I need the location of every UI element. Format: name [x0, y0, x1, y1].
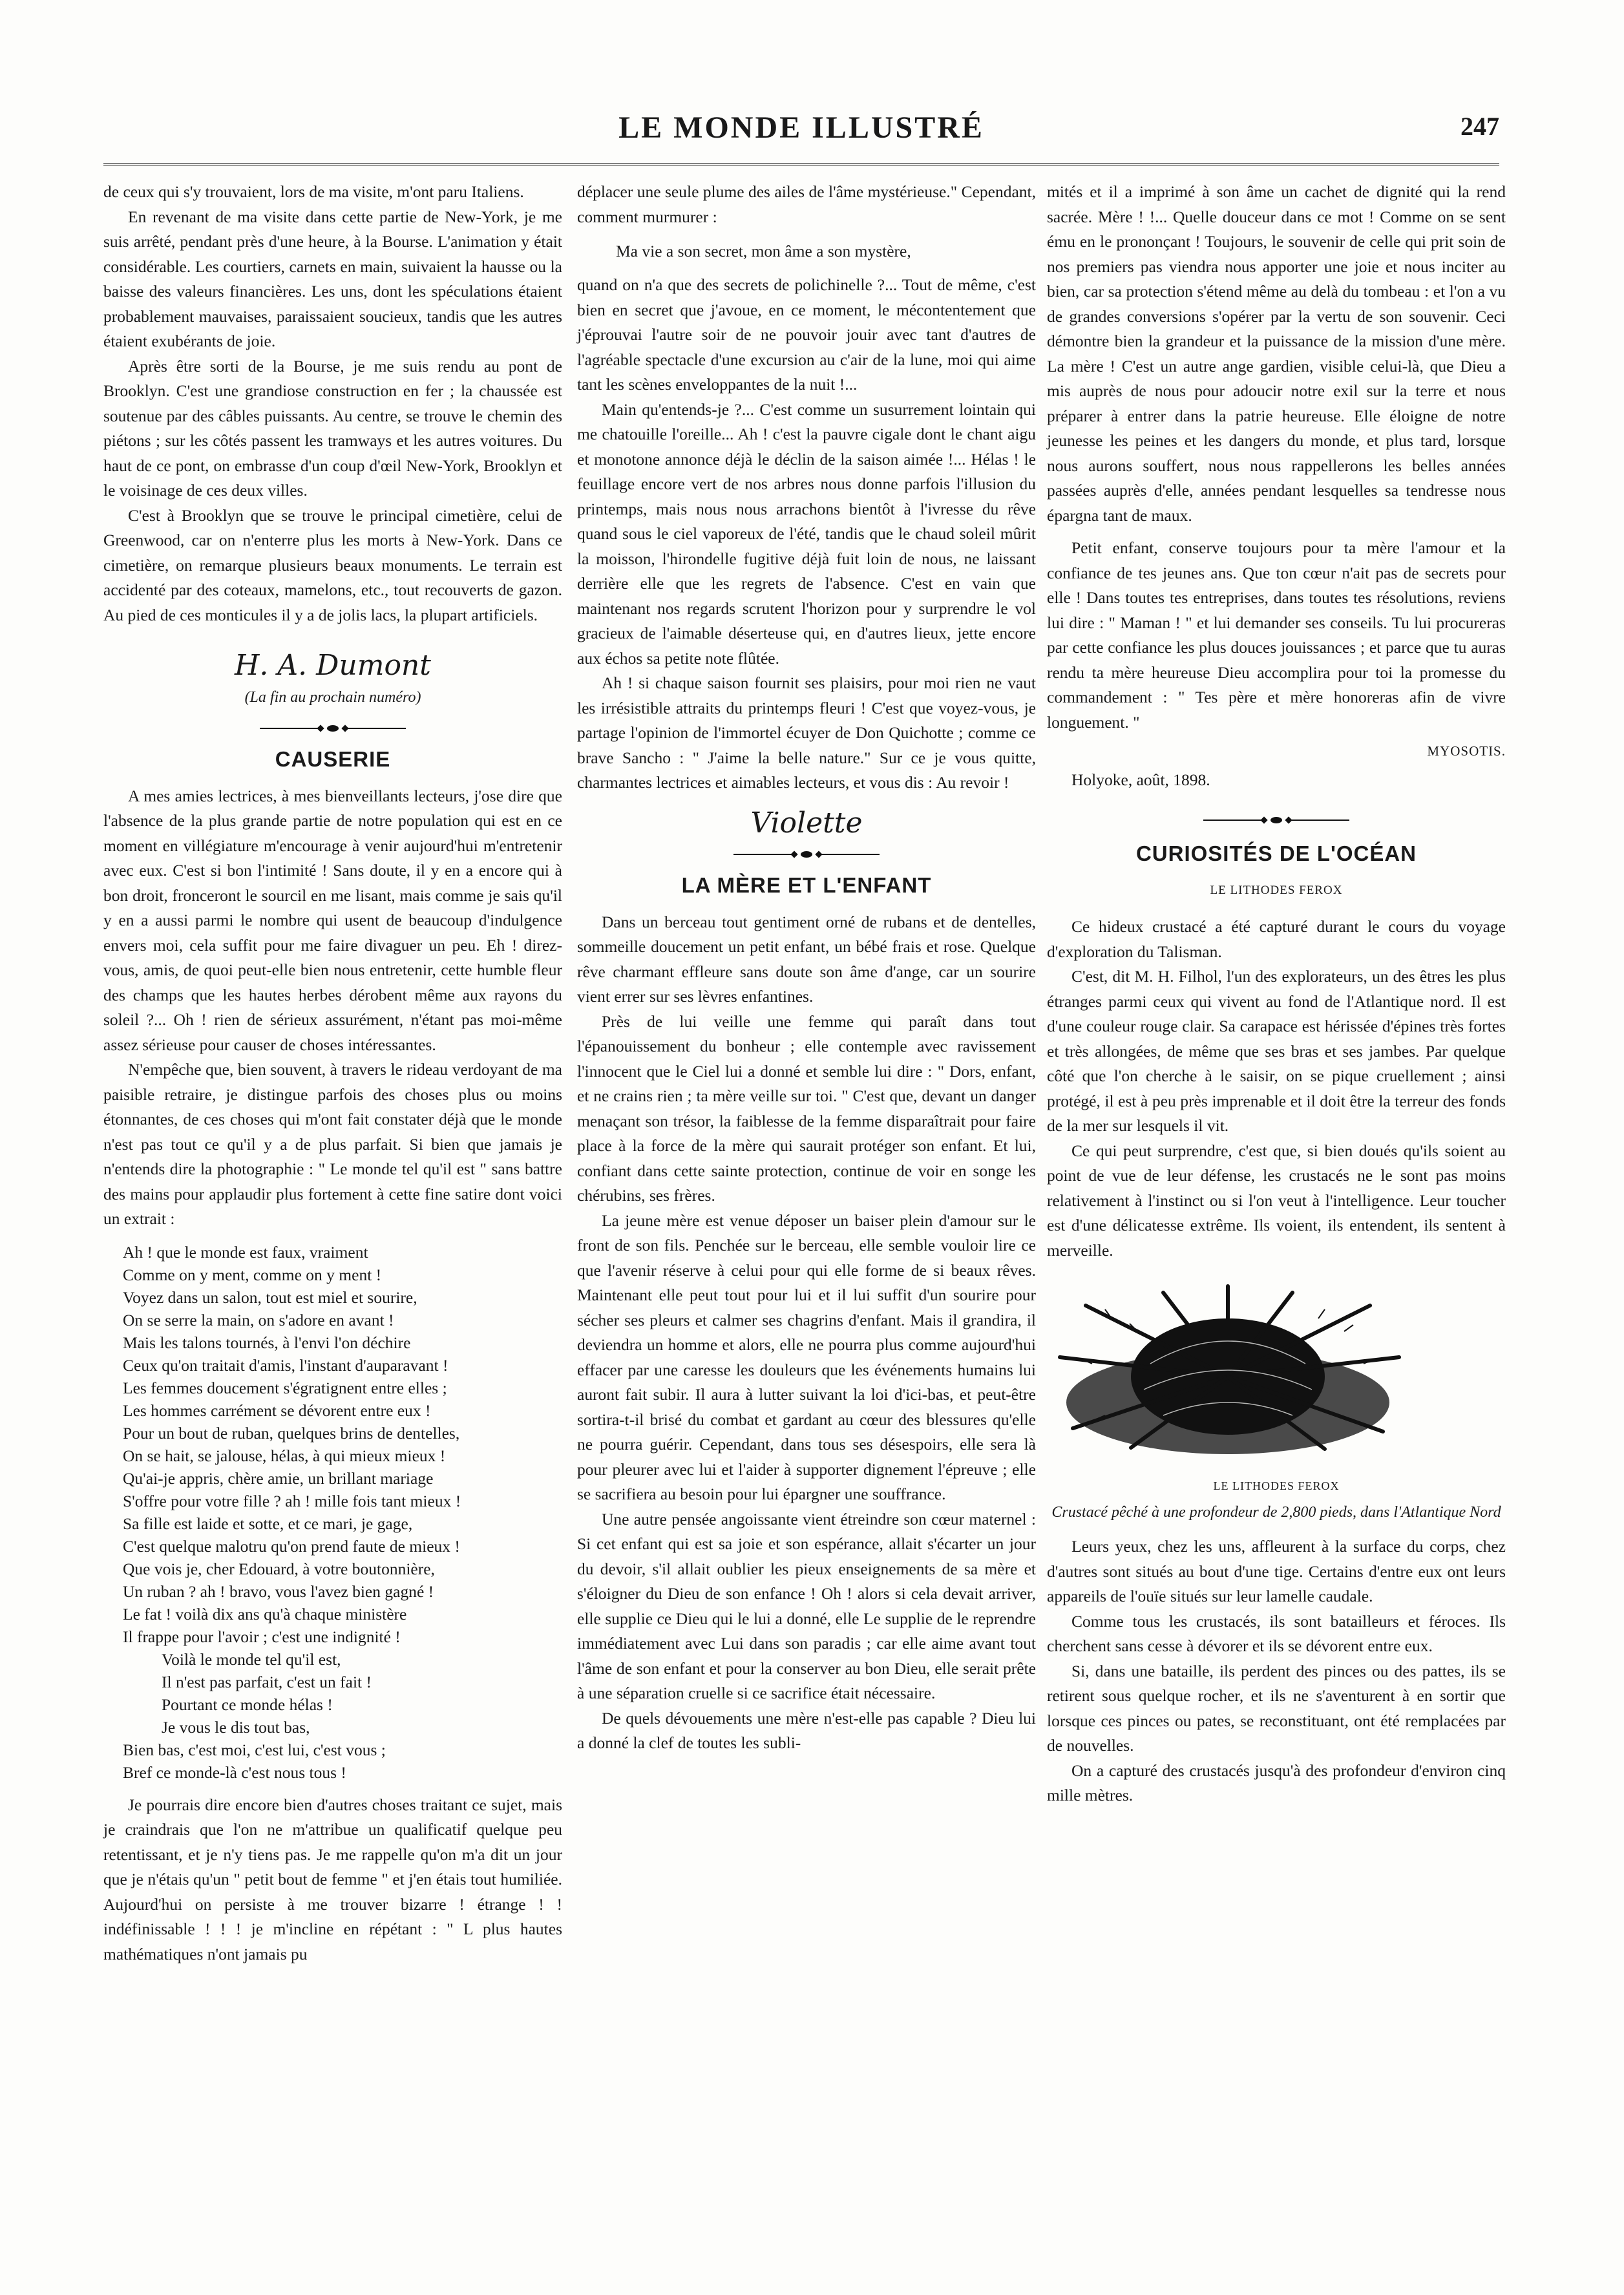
- poem-line: Les hommes carrément se dévorent entre eux !: [123, 1401, 431, 1420]
- poem-line: Je vous le dis tout bas,: [162, 1717, 310, 1737]
- paragraph: A mes amies lectrices, à mes bienveillants lecteurs, j'ose dire que l'absence de la plus grande partie de notre population qui est en ce moment en villégiature m'encourage à venir aujourd'hui m'entretenir avec eux. C'est si bon l'intimité ! Sans doute, il y en a encore qui à bon droit, fronceront le sourcil en me lisant, mais comme je sais qu'il y en a aussi parmi le nombre qui usent de beaucoup d'indulgence envers moi, cela suffit pour me faire divaguer un peu. Eh ! direz-vous, amis, de quoi peut-elle bien nous entretenir, cette humble fleur des champs que les hautes herbes dérobent même aux rayons du soleil ?... Oh ! rien de sérieux assurément, n'étant pas moi-même assez sérieuse pour causer de choses intéressantes.: [103, 786, 562, 1054]
- figure-label: LE LITHODES FEROX: [1213, 1479, 1340, 1492]
- masthead: [103, 110, 1499, 158]
- paragraph: On a capturé des crustacés jusqu'à des profondeur d'environ cinq mille mètres.: [1047, 1761, 1506, 1804]
- paragraph: mités et il a imprimé à son âme un cachet de dignité qui la rend sacrée. Mère ! !... Quelle douceur dans ce mot ! Comme on se sent ému en le prononçant ! Toujours, le souvenir de celle qui prit soin de nos premiers pas viendra nous apporter une joie et nous inciter au bien, car sa protection s'étend même au delà du tombeau : et l'on a vu de grandes conversions s'opérer par la vertu de son souvenir. Ceci démontre bien la grandeur et la puissance de la mission d'une mère. La mère ! C'est un autre ange gardien, visible celui-là, que Dieu a mis auprès de nous pour adoucir notre exil sur la terre et nous préparer à entrer dans la patrie heureuse. Elle éloigne de notre jeunesse les peines et les dangers du monde, et plus tard, lorsque nous aurons souffert, nous nous rappellerons les belles années passées auprès d'elle, années pendant lesquelles sa tendresse nous épargna tant de maux.: [1047, 182, 1506, 525]
- newspaper-title: LE MONDE ILLUSTRÉ: [618, 111, 984, 145]
- poem-line: Les femmes doucement s'égratignent entre elles ;: [123, 1378, 447, 1397]
- causerie-heading: CAUSERIE: [275, 747, 391, 771]
- paragraph: Près de lui veille une femme qui paraît dans tout l'épanouissement du bonheur ; elle contemple avec ravissement l'innocent que le Ciel lui a donné et semble lui dire : " Dors, enfant, et ne crains rien ; ta mère veille sur toi. " C'est que, devant un danger menaçant son trésor, la faiblesse de la femme disparaîtrait pour faire place à la force de la mère qui saurait protéger son enfant. Et lui, confiant dans cette sainte protection, continue de voir en songe les chérubins, ses frères.: [577, 1011, 1036, 1205]
- poem-line: Qu'ai-je appris, chère amie, un brillant mariage: [123, 1468, 434, 1488]
- poem-line: Sa fille est laide et sotte, et ce mari, je gage,: [123, 1514, 413, 1533]
- signature: H. A. Dumont: [235, 649, 431, 682]
- paragraph: Je pourrais dire encore bien d'autres choses traitant ce sujet, mais je craindrais que l'on ne m'attribue un qualificatif quelque peu retentissant, et je n'y tiens pas. Je me rappelle qu'on m'a dit un jour que je n'étais qu'un " petit bout de femme " et j'en étais tout humiliée. Aujourd'hui on persiste à me trouver bizarre ! étrange ! ! indéfinissable ! ! ! je m'incline en répétant : " L plus hautes mathématiques n'ont jamais pu: [103, 1795, 562, 1963]
- paragraph: Si, dans une bataille, ils perdent des pinces ou des pattes, ils se retirent sous quelque rocher, et ils ne s'aventurent à en sortir que lorsque ces pinces ou pates, se reconstituant, ont été remplacées par de nouvelles.: [1047, 1661, 1506, 1755]
- poem-line: On se serre la main, on s'adore en avant !: [123, 1310, 394, 1329]
- paragraph: quand on n'a que des secrets de polichinelle ?... Tout de même, c'est bien en secret que j'avoue, en ce moment, le mécontentement que j'éprouvai l'autre soir de ne pouvoir jouir avec tant d'autres de l'agréable spectacle d'une excursion au c'air de la lune, moi qui aime tant les scènes enveloppantes de la nuit !...: [577, 275, 1036, 394]
- poem-line: Voyez dans un salon, tout est miel et sourire,: [123, 1287, 417, 1307]
- paragraph: Comme tous les crustacés, ils sont batailleurs et féroces. Ils cherchent sans cesse à dévorer et ils se dévorent entre eux.: [1047, 1611, 1506, 1655]
- paragraph: déplacer une seule plume des ailes de l'âme mystérieuse." Cependant, comment murmurer :: [577, 182, 1036, 226]
- mere-enfant-heading: LA MÈRE ET L'ENFANT: [681, 873, 932, 897]
- column-3: [1047, 180, 1506, 1808]
- poem-line: Le fat ! voilà dix ans qu'à chaque ministère: [123, 1604, 407, 1623]
- ornament-divider: [1047, 816, 1506, 825]
- paragraph: Une autre pensée angoissante vient étreindre son cœur maternel : Si cet enfant qui est sa joie et son espérance, allait s'écarter un jour du devoir, s'il allait oublier les pieux enseignements de sa mère et s'éloigner du Dieu de son enfance ! Oh ! alors si cela devait arriver, elle supplie ce Dieu qui le lui a donné, elle Le supplie de le reprendre immédiatement avec Lui dans son paradis ; car elle aime avant tout l'âme de son enfant et pour la conserver au bon Dieu, elle serait prête à une séparation cruelle si ce sacrifice était nécessaire.: [577, 1509, 1036, 1702]
- poem-line: Ceux qu'on traitait d'amis, l'instant d'auparavant !: [123, 1355, 448, 1375]
- ocean-heading: CURIOSITÉS DE L'OCÉAN: [1135, 841, 1417, 865]
- poem-line: Pourtant ce monde hélas !: [162, 1695, 333, 1714]
- paragraph: En revenant de ma visite dans cette partie de New-York, je me suis arrêté, pendant près d'une heure, à la Bourse. L'animation y était considérable. Les courtiers, carnets en main, suivaient la hausse ou la baisse des valeurs financières. Les uns, dont les spéculations étaient probablement mauvaises, paraissaient soucieux, tandis que les autres étaient exubérants de joie.: [103, 207, 562, 350]
- poem: [123, 1241, 562, 1784]
- author-signoff: MYOSOTIS.: [1427, 743, 1506, 759]
- lithodes-engraving: [1047, 1280, 1409, 1461]
- page-number: 247: [1461, 112, 1499, 141]
- poem-line: Que vois je, cher Edouard, à votre boutonnière,: [123, 1559, 435, 1578]
- poem-line: Il frappe pour l'avoir ; c'est une indignité !: [123, 1627, 401, 1646]
- signature: Violette: [750, 806, 863, 840]
- paragraph: Ce qui peut surprendre, c'est que, si bien doués qu'ils soient au point de vue de leur défense, les crustacés ne le sont pas moins relativement à l'instinct ou si l'on veut à l'intelligence. Leur toucher est d'une délicatesse extrême. Ils voient, ils entendent, ils sentent à merveille.: [1047, 1141, 1506, 1260]
- paragraph: N'empêche que, bien souvent, à travers le rideau verdoyant de ma paisible retraire, je distingue parfois des choses plus ou moins étonnantes, de ces choses qui m'ont fait constater déjà que le monde n'est pas tout ce qu'il y a de plus parfait. Si bien que jamais je n'entends dire la photographie : " Le monde tel qu'il est " sans battre des mains pour applaudir plus fortement à cette fine satire dont voici un extrait :: [103, 1060, 562, 1228]
- paragraph: De quels dévouements une mère n'est-elle pas capable ? Dieu lui a donné la clef de toutes les subli-: [577, 1708, 1036, 1752]
- paragraph: de ceux qui s'y trouvaient, lors de ma visite, m'ont paru Italiens.: [103, 182, 524, 201]
- paragraph: Leurs yeux, chez les uns, affleurent à la surface du corps, chez d'autres sont situés au bout d'une tige. Certains d'entre eux ont leurs appareils de l'ouïe situés sur leur lamelle caudale.: [1047, 1537, 1506, 1605]
- paragraph: Après être sorti de la Bourse, je me suis rendu au pont de Brooklyn. C'est une grandiose construction en fer ; la chaussée est soutenue par des câbles puissants. Au centre, se trouve le chemin des piétons ; sur les côtés passent les tramways et les autres voitures. Du haut de ce pont, on embrasse d'un coup d'œil New-York, Brooklyn et le voisinage de ces deux villes.: [103, 356, 562, 500]
- ornament-divider: [103, 724, 562, 733]
- paragraph: C'est, dit M. H. Filhol, l'un des explorateurs, un des êtres les plus étranges parmi ceux qui vivent au fond de l'Atlantique nord. Il est d'une couleur rouge clair. Sa carapace est hérissée d'épines très fortes et très allongées, de même que ses bras et ses jambes. Par quelque côté que l'on cherche à le saisir, on se pique cruellement ; ainsi protégé, il est à peu près imprenable et il doit être la terreur des fonds de la mer sur lesquels il vit.: [1047, 967, 1506, 1135]
- paragraph: C'est à Brooklyn que se trouve le principal cimetière, celui de Greenwood, car on n'enterre plus les morts à New-York. Dans ce cimetière, on remarque plusieurs beaux monuments. Le terrain est accidenté par des coteaux, mamelons, etc., tout recouverts de gazon. Au pied de ces monticules il y a de jolis lacs, la plupart artificiels.: [103, 505, 562, 624]
- ornament-divider: [577, 850, 1036, 859]
- paragraph: Main qu'entends-je ?... C'est comme un susurrement lointain qui me chatouille l'oreille... Ah ! c'est la pauvre cigale dont le chant aigu et monotone annonce déjà le déclin de la saison aimée !... Hélas ! le feuillage encore vert de nos arbres nous donne parfois l'illusion du printemps, mais nous nous arrachons bientôt à l'ivresse du rêve quand sous le ciel vaporeux de l'été, tandis que le chaud soleil mûrit la moisson, l'hirondelle fugitive déjà fuit loin de nous, ne laissant derrière elle que les regrets de l'absence. C'est en vain que maintenant nos regards scrutent l'horizon pour y surprendre le vol gracieux de l'aimable déserteuse qui, en d'autres lieux, jette encore aux échos sa petite note flûtée.: [577, 399, 1036, 668]
- paragraph: Petit enfant, conserve toujours pour ta mère l'amour et la confiance de tes jeunes ans. Que ton cœur n'ait pas de secrets pour elle ! Dans toutes tes entreprises, dans toutes tes résolutions, reviens lui dire : " Maman ! " et lui demander ses conseils. Tu lui procureras par cette confiance les plus douces jouissances ; et parce que tu auras rendu ta mère heureuse Dieu accomplira pour toi la promesse du commandement : " Tes père et mère honoreras afin de vivre longuement. ": [1047, 538, 1506, 732]
- dateline: Holyoke, août, 1898.: [1071, 770, 1210, 789]
- poem-line: Un ruban ? ah ! bravo, vous l'avez bien gagné !: [123, 1581, 434, 1601]
- poem-line: Ah ! que le monde est faux, vraiment: [123, 1242, 368, 1262]
- continuation-note: (La fin au prochain numéro): [244, 688, 421, 706]
- verse-line: Ma vie a son secret, mon âme a son mystère,: [616, 242, 911, 260]
- poem-line: Bien bas, c'est moi, c'est lui, c'est vous ;: [123, 1740, 386, 1759]
- paragraph: La jeune mère est venue déposer un baiser plein d'amour sur le front de son fils. Penchée sur le berceau, elle semble vouloir lire ce que l'avenir réserve à celui pour qui elle forme de si beaux rêves. Maintenant elle peut tout pour lui et il lui suffit d'un sourire pour sécher ses pleurs et calmer ses chagrins d'enfant. Mais il grandira, il deviendra un homme et alors, elle ne pourra plus comme aujourd'hui effacer par une caresse les douleurs que les événements humains lui auront fait subir. Il aura à lutter suivant la loi d'ici-bas, et peut-être sortira-t-il brisé du combat et gardant au cœur des blessures qu'elle ne pourra guérir. Cependant, dans tous ses désespoirs, elle sera là pour pleurer avec lui et l'aider à supporter dignement l'épreuve ; elle se sacrifiera au besoin pour lui épargner une souffrance.: [577, 1211, 1036, 1503]
- poem-line: On se hait, se jalouse, hélas, à qui mieux mieux !: [123, 1446, 446, 1465]
- poem-line: Il n'est pas parfait, c'est un fait !: [162, 1672, 372, 1691]
- poem-line: C'est quelque malotru qu'on prend faute de mieux !: [123, 1536, 460, 1556]
- paragraph: Ce hideux crustacé a été capturé durant le cours du voyage d'exploration du Talisman.: [1047, 917, 1506, 961]
- masthead-rule: [103, 163, 1499, 165]
- poem-line: Mais les talons tournés, à l'envi l'on déchire: [123, 1333, 411, 1352]
- paragraph: Ah ! si chaque saison fournit ses plaisirs, pour moi rien ne vaut les irrésistible attraits du printemps fleuri ! C'est que voyez-vous, je partage l'opinion de l'immortel écuyer de Don Quichotte ; comme ce brave Sancho : " J'aime la belle nature." Sur ce je vous quitte, charmantes lectrices et aimables lecteurs, et vous dis : Au revoir !: [577, 673, 1036, 792]
- column-2: [577, 180, 1036, 1756]
- poem-line: Comme on y ment, comme on y ment !: [123, 1265, 382, 1284]
- column-1: [103, 180, 562, 1967]
- poem-line: S'offre pour votre fille ? ah ! mille fois tant mieux !: [123, 1491, 461, 1510]
- figure-caption: Crustacé pêché à une profondeur de 2,800 pieds, dans l'Atlantique Nord: [1051, 1504, 1501, 1521]
- poem-line: Pour un bout de ruban, quelques brins de dentelles,: [123, 1423, 460, 1443]
- article-subhead: LE LITHODES FEROX: [1210, 883, 1343, 897]
- paragraph: Dans un berceau tout gentiment orné de rubans et de dentelles, sommeille doucement un petit enfant, un bébé frais et rose. Quelque rêve charmant effleure sans doute son âme d'ange, car un sourire vient errer sur ses lèvres enfantines.: [577, 912, 1036, 1006]
- poem-line: Bref ce monde-là c'est nous tous !: [123, 1762, 346, 1782]
- poem-line: Voilà le monde tel qu'il est,: [162, 1649, 341, 1669]
